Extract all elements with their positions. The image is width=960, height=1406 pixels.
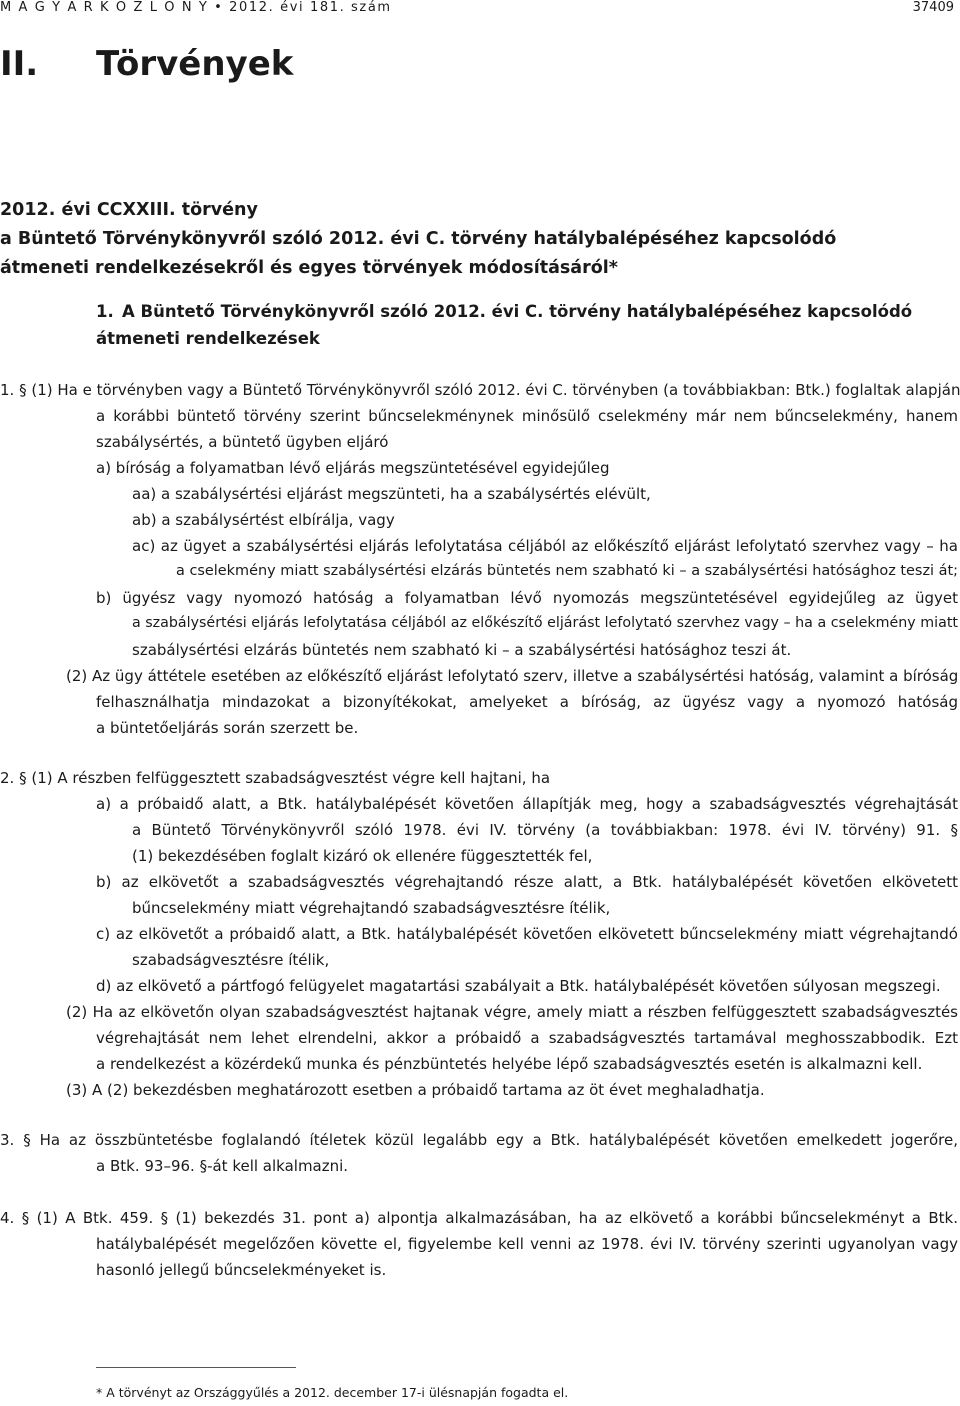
text-line: szabálysértési elzárás büntetés nem szabható ki – a szabálysértési hatósághoz teszi át. [132,641,792,659]
text-line: a büntetőeljárás során szerzett be. [96,719,359,737]
text-line: b) az elkövetőt a szabadságvesztés végrehajtandó része alatt, a Btk. hatálybalépését követően elkövetett [96,873,958,891]
text-line: 1. § (1) Ha e törvényben vagy a Büntető Törvénykönyvről szóló 2012. évi C. törvényben (a továbbiakban: Btk.) foglaltak alapján [0,381,960,399]
text-line: szabálysértés, a büntető ügyben eljáró [96,433,389,451]
text-line: felhasználhatja mindazokat a bizonyítékokat, amelyeket a bíróság, az ügyész vagy a nyomozó hatóság [96,693,958,711]
text-line: 4. § (1) A Btk. 459. § (1) bekezdés 31. pont a) alpontja alkalmazásában, ha az elkövető a korábbi bűncselekményt a Btk. [0,1209,958,1227]
footnote: * A törvényt az Országgyűlés a 2012. december 17-i ülésnapján fogadta el. [96,1385,569,1400]
chapter-number: II. [0,44,39,84]
page-number: 37409 [912,0,954,15]
chapter-title: Törvények [96,44,294,84]
text-line: szabadságvesztésre ítélik, [132,951,330,969]
text-line: a Büntető Törvénykönyvről szóló 1978. évi IV. törvény (a továbbiakban: 1978. évi IV. törvény) 91. § [132,821,958,839]
footnote-separator [96,1367,296,1368]
text-line: a rendelkezést a közérdekű munka és pénzbüntetés helyébe lépő szabadságvesztés esetén is alkalmazni kell. [96,1055,923,1073]
text-line: (2) Az ügy áttétele esetében az előkészítő eljárást lefolytató szerv, illetve a szabálysértési hatóság, valamint a bíróság [66,667,959,685]
text-line: a) a próbaidő alatt, a Btk. hatálybalépését követően állapítják meg, hogy a szabadságvesztés végrehajtását [96,795,958,813]
text-line: hasonló jellegű bűncselekményeket is. [96,1261,387,1279]
running-header: M A G Y A R K Ö Z L Ö N Y • 2012. évi 181. szám [0,0,392,15]
text-line: d) az elkövető a pártfogó felügyelet magatartási szabályait a Btk. hatálybalépését követően súlyosan megszegi. [96,977,941,995]
text-line: a) bíróság a folyamatban lévő eljárás megszüntetésével egyidejűleg [96,459,610,477]
part-title-line: A Büntető Törvénykönyvről szóló 2012. évi C. törvény hatálybalépéséhez kapcsolódó [122,302,913,321]
text-line: a szabálysértési eljárás lefolytatása céljából az előkészítő eljárást lefolytató szervhez vagy – ha a cselekmény miatt [132,615,958,631]
text-line: 2. § (1) A részben felfüggesztett szabadságvesztést végre kell hajtani, ha [0,769,551,787]
text-line: végrehajtását nem lehet elrendelni, akkor a próbaidő a szabadságvesztés tartamával meghosszabbodik. Ezt [96,1029,958,1047]
text-line: 3. § Ha az összbüntetésbe foglalandó ítéletek közül legalább egy a Btk. hatálybalépését követően emelkedett jogerőre, [0,1131,958,1149]
law-title-line: 2012. évi CCXXIII. törvény [0,200,258,220]
part-number: 1. [96,302,114,321]
text-line: a Btk. 93–96. §-át kell alkalmazni. [96,1157,349,1175]
text-line: a korábbi büntető törvény szerint bűncselekménynek minősülő cselekmény már nem bűncselekmény, hanem [96,407,958,425]
text-line: ab) a szabálysértést elbírálja, vagy [132,511,395,529]
text-line: b) ügyész vagy nyomozó hatóság a folyamatban lévő nyomozás megszüntetésével egyidejűleg az ügyet [96,589,958,607]
text-line: (2) Ha az elkövetőn olyan szabadságvesztést hajtanak végre, amely miatt a részben felfüggesztett szabadságvesztés [66,1003,958,1021]
text-line: bűncselekmény miatt végrehajtandó szabadságvesztésre ítélik, [132,899,611,917]
part-title-line: átmeneti rendelkezések [96,329,320,348]
text-line: (3) A (2) bekezdésben meghatározott esetben a próbaidő tartama az öt évet meghaladhatja. [66,1081,765,1099]
law-title-line: a Büntető Törvénykönyvről szóló 2012. évi C. törvény hatálybalépéséhez kapcsolódó [0,229,837,249]
text-line: aa) a szabálysértési eljárást megszünteti, ha a szabálysértés elévült, [132,485,651,503]
text-line: hatálybalépését megelőzően követte el, figyelembe kell venni az 1978. évi IV. törvény szerinti ugyanolyan vagy [96,1235,958,1253]
text-line: ac) az ügyet a szabálysértési eljárás lefolytatása céljából az előkészítő eljárást lefolytató szervhez vagy – ha [132,537,958,555]
text-line: a cselekmény miatt szabálysértési elzárás büntetés nem szabható ki – a szabálysértési hatósághoz teszi át; [176,563,958,579]
text-line: (1) bekezdésében foglalt kizáró ok ellenére függesztették fel, [132,847,593,865]
text-line: c) az elkövetőt a próbaidő alatt, a Btk. hatálybalépését követően elkövetett bűncselekmény miatt végrehajtandó [96,925,958,943]
law-title-line: átmeneti rendelkezésekről és egyes törvények módosításáról* [0,258,618,278]
